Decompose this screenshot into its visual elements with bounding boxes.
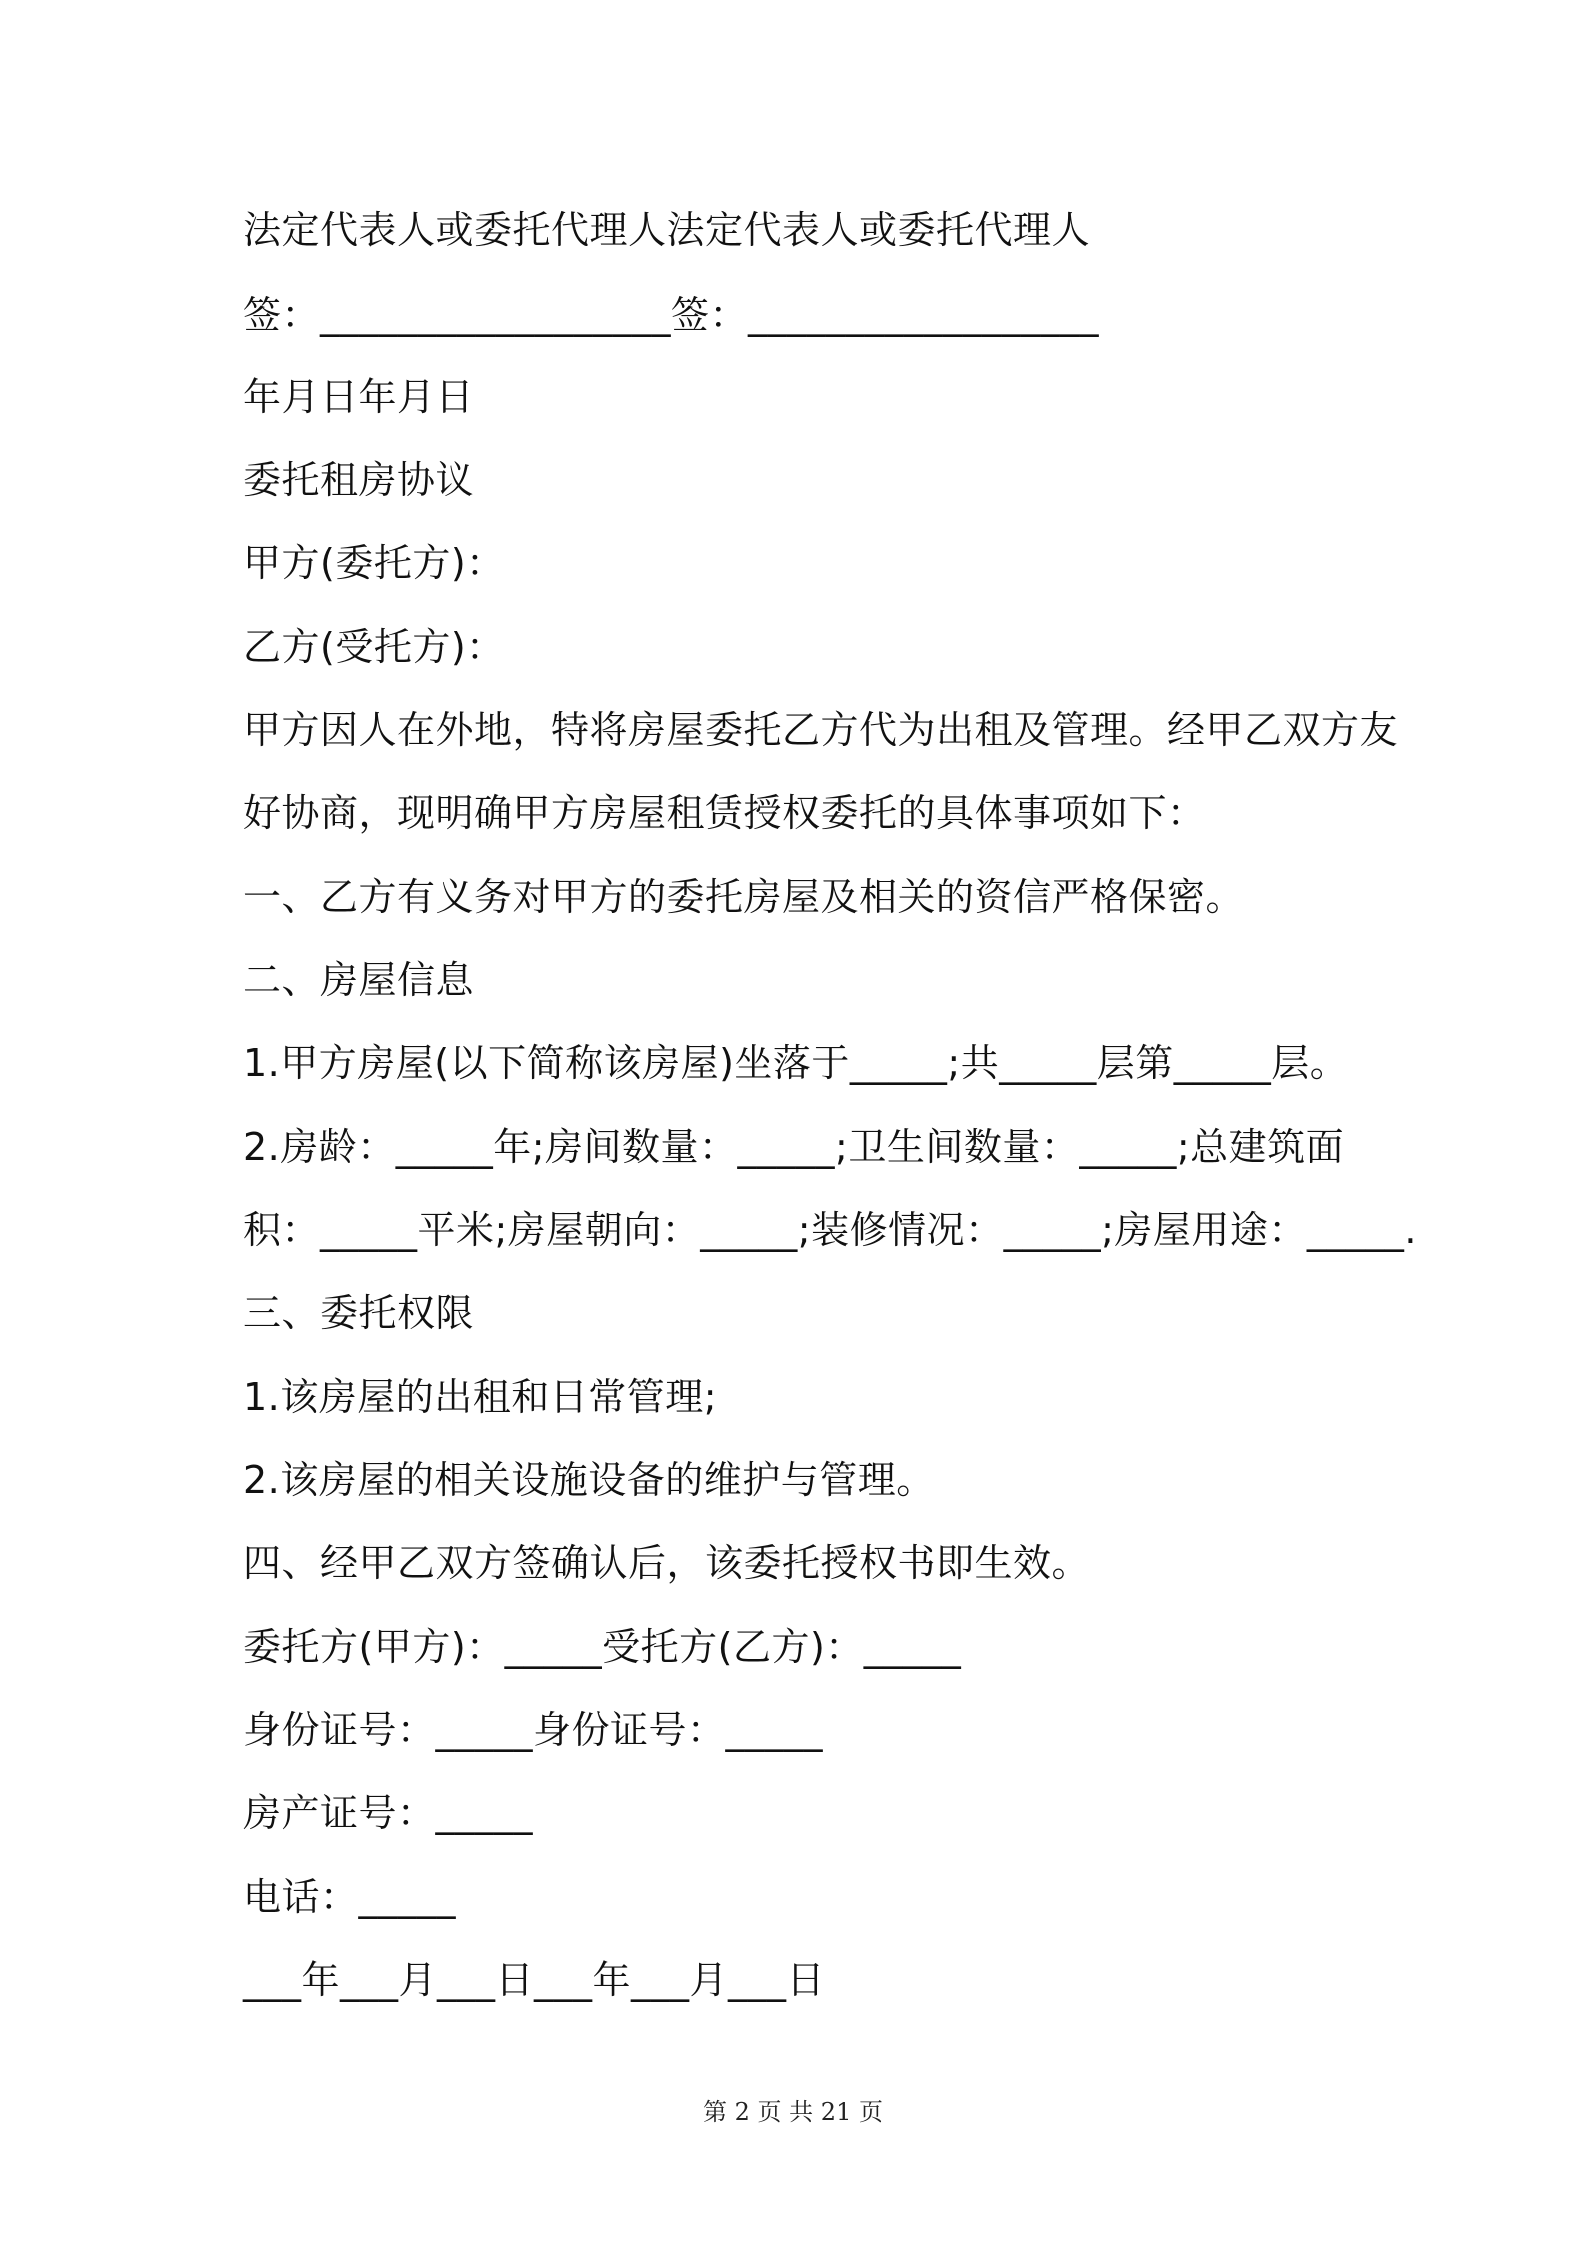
intro-paragraph-line-1: 甲方因人在外地，特将房屋委托乙方代为出租及管理。经甲乙双方友 bbox=[243, 708, 1399, 752]
page-number-footer: 第 2 页 共 21 页 bbox=[703, 2098, 883, 2126]
parties-line: 委托方(甲方)：_____受托方(乙方)：_____ bbox=[243, 1625, 962, 1669]
section-2-heading: 二、房屋信息 bbox=[243, 958, 475, 1002]
signatory-heading: 法定代表人或委托代理人法定代表人或委托代理人 bbox=[243, 208, 1091, 252]
signature-line: 签：__________________签：__________________ bbox=[243, 293, 1100, 337]
phone-line: 电话：_____ bbox=[243, 1875, 457, 1919]
id-number-line: 身份证号：_____身份证号：_____ bbox=[243, 1708, 824, 1752]
section-3-heading: 三、委托权限 bbox=[243, 1291, 475, 1335]
signing-date-line: ___年___月___日___年___月___日 bbox=[243, 1958, 826, 2002]
clause-1: 一、乙方有义务对甲方的委托房屋及相关的资信严格保密。 bbox=[243, 875, 1245, 919]
party-a-line: 甲方(委托方)： bbox=[243, 541, 505, 585]
house-details-line-1: 2.房龄：_____年;房间数量：_____;卫生间数量：_____;总建筑面 bbox=[243, 1125, 1345, 1169]
party-b-line: 乙方(受托方)： bbox=[243, 625, 505, 669]
authority-item-2: 2.该房屋的相关设施设备的维护与管理。 bbox=[243, 1458, 935, 1502]
intro-paragraph-line-2: 好协商，现明确甲方房屋租赁授权委托的具体事项如下： bbox=[243, 791, 1206, 835]
date-line: 年月日年月日 bbox=[243, 375, 475, 419]
clause-4: 四、经甲乙双方签确认后，该委托授权书即生效。 bbox=[243, 1541, 1091, 1585]
property-cert-line: 房产证号：_____ bbox=[243, 1791, 534, 1835]
agreement-title: 委托租房协议 bbox=[243, 458, 475, 502]
authority-item-1: 1.该房屋的出租和日常管理; bbox=[243, 1375, 718, 1419]
house-location-line: 1.甲方房屋(以下简称该房屋)坐落于_____;共_____层第_____层。 bbox=[243, 1041, 1349, 1085]
house-details-line-2: 积：_____平米;房屋朝向：_____;装修情况：_____;房屋用途：_____. bbox=[243, 1208, 1417, 1252]
